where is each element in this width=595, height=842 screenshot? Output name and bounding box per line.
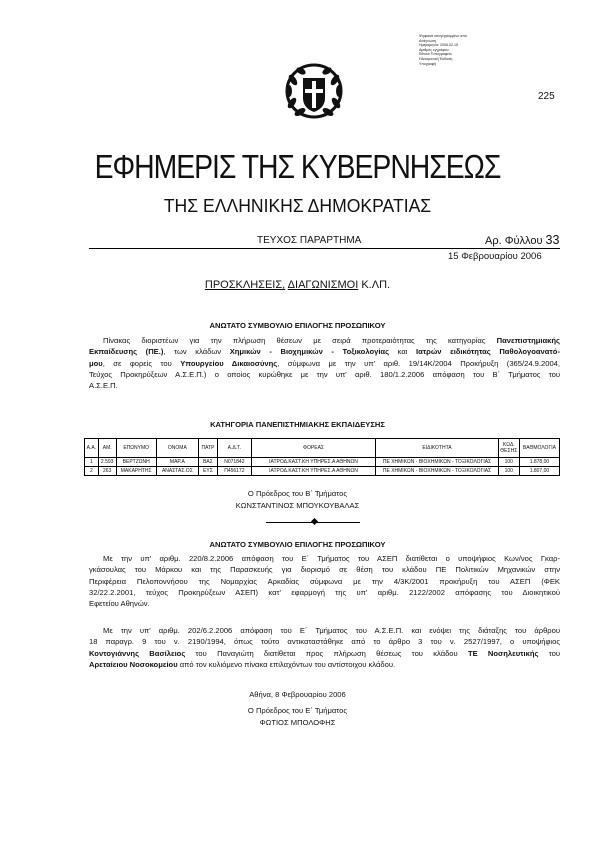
table-cell: Ν071842 <box>217 458 251 467</box>
sheet-number-label: Αρ. Φύλλου <box>485 235 543 247</box>
table-cell: 263 <box>98 467 116 476</box>
appointees-table <box>84 438 560 476</box>
table-cell: 1.878,00 <box>519 458 559 467</box>
paragraph-line: Εφετείου Αθηνών. <box>89 599 150 609</box>
journal-subtitle: ΤΗΣ ΕΛΛΗΝΙΚΗΣ ΔΗΜΟΚΡΑΤΙΑΣ <box>163 195 432 216</box>
page-number: 225 <box>538 91 555 102</box>
stamp-line: Υπογραφή <box>419 61 437 66</box>
paragraph-line: μου, σε φορείς του Υπουργείου Δικαιοσύνης, σύμφωνα με την υπ' αριθ. 19/14Κ/2004 Προκήρυξη (365/24.9.2004, <box>89 358 561 368</box>
section-title-part: ΔΙΑΓΩΝΙΣΜΟΙ <box>287 279 359 291</box>
table-header-cell: Α.Δ.Τ. <box>217 439 251 458</box>
table-cell: ΙΑΤΡΟΔ.ΚΑΣΤ.ΚΗ ΥΠΗΡΕΣ.Α ΑΘΗΝΩΝ <box>251 458 376 467</box>
table-header-cell: ΒΑΘΜΟΛΟΓΙΑ <box>519 439 559 458</box>
digital-signature-stamp <box>419 34 499 66</box>
stamp-line: Ανάγνωση <box>419 38 436 43</box>
stamp-line: Ημερομηνία: 2006.02.15 <box>419 43 459 48</box>
table-cell: 100 <box>498 458 519 467</box>
table-header-cell: ΕΠΩΝΥΜΟ <box>116 439 156 458</box>
category-heading: ΚΑΤΗΓΟΡΙΑ ΠΑΝΕΠΙΣΤΗΜΙΑΚΗΣ ΕΚΠΑΙΔΕΥΣΗΣ <box>210 420 385 429</box>
stamp-line: Αριθμός εγγράφου <box>419 47 449 52</box>
signatory-role: Ο Πρόεδρος του Β΄ Τμήματος <box>247 489 348 498</box>
table-cell: ΒΕΡΤΖΩΝΗ <box>116 458 156 467</box>
table-cell: 100 <box>498 467 519 476</box>
table-header-row <box>85 439 560 458</box>
notice-paragraph <box>89 553 560 609</box>
table-cell: 1 <box>85 458 99 467</box>
table-header-cell: ΦΟΡΕΑΣ <box>251 439 376 458</box>
signatory-role: Ο Πρόεδρος του Ε΄ Τμήματος <box>247 706 348 715</box>
paragraph-line: Α.Σ.Ε.Π. <box>89 381 118 391</box>
paragraph-line: 32/22.2.2001, τεύχος Προκηρύξεων ΑΣΕΠ) κατ' εφαρμογή της υπ' αριθμ. 2122/2002 απόφασης του Διοικητικού <box>89 587 560 597</box>
table-header-cell: ΕΙΔΙΚΟΤΗΤΑ <box>376 439 498 458</box>
table-cell: ΠΕ ΧΗΜΙΚΩΝ - ΒΙΟΧΗΜΙΚΩΝ - ΤΟΞΙΚΟΛΟΓΙΑΣ <box>376 467 498 476</box>
table-header-cell: ΟΝΟΜΑ <box>156 439 198 458</box>
table-cell: 2.593 <box>98 458 116 467</box>
table-header-cell: ΠΑΤΡ <box>198 439 217 458</box>
paragraph-line: Τεύχος Προκηρύξεων Α.Σ.Ε.Π.) ο οποίος κυρώθηκε με την υπ' αριθ. 180/1.2.2006 απόφαση του Β΄ Τμήματος του <box>89 369 560 379</box>
sheet-number-value: 33 <box>545 233 560 247</box>
notice-paragraph <box>89 335 560 391</box>
table-header-cell: ΚΩΔ. ΘΕΣΗΣ <box>498 439 519 458</box>
notice-heading: ΑΝΩΤΑΤΟ ΣΥΜΒΟΥΛΙΟ ΕΠΙΛΟΓΗΣ ΠΡΟΣΩΠΙΚΟΥ <box>209 540 386 549</box>
paragraph-line: Εκπαίδευσης (ΠΕ.), των κλάδων Χημικών - Βιοχημικών - Τοξικολογίας και Ιατρών ειδικότητας Παθολογοανατό- <box>89 347 560 357</box>
notice-heading: ΑΝΩΤΑΤΟ ΣΥΜΒΟΥΛΙΟ ΕΠΙΛΟΓΗΣ ΠΡΟΣΩΠΙΚΟΥ <box>209 321 386 330</box>
table-header-cell: ΑΜ. <box>98 439 116 458</box>
paragraph-line: Αρεταίειου Νοσοκομείου από τον κυλιόμενο πίνακα επιλαχόντων του αντίστοιχου κλάδου. <box>89 659 396 669</box>
section-title <box>0 279 595 291</box>
table-cell: ΠΕ ΧΗΜΙΚΩΝ - ΒΙΟΧΗΜΙΚΩΝ - ΤΟΞΙΚΟΛΟΓΙΑΣ <box>376 458 498 467</box>
divider-diamond-icon <box>311 518 318 525</box>
signatory-name: ΦΩΤΙΟΣ ΜΠΟΛΟΦΗΣ <box>259 718 336 727</box>
issue-date: 15 Φεβρουαρίου 2006 <box>448 251 542 262</box>
notice-paragraph <box>89 625 560 670</box>
table-cell: ΒΑΣ <box>198 458 217 467</box>
paragraph-line: Πίνακας διοριστέων για την πλήρωση θέσεων με σειρά προτεραιότητας της κατηγορίας Πανεπιστημιακής <box>103 336 560 345</box>
place-date: Αθήνα, 8 Φεβρουαρίου 2006 <box>249 690 346 699</box>
table-cell: 2 <box>85 467 99 476</box>
table-cell: ΑΝΑΣΤΑΣ.ΟΣ <box>156 467 198 476</box>
paragraph-line: Κοντογιάννης Βασίλειος του Παναγιώτη διατίθεται προς πλήρωση θέσεως του κλάδου ΤΕ Νοσηλευτικής του <box>89 648 560 658</box>
paragraph-line: Με την υπ' αριθμ. 220/8.2.2006 απόφαση του Ε΄ Τμήματος του ΑΣΕΠ διατίθεται ο υποψήφιος Κων/νος Γκαρ- <box>103 554 560 563</box>
stamp-line: Εθνικό Τυπογραφείο <box>419 52 452 57</box>
paragraph-line: Περιφέρεια Πελοποννήσου της Νομαρχίας Αρκαδίας σύμφωνα με την 4/3Κ/2001 προκήρυξη του ΑΣΕΠ (ΦΕΚ <box>89 576 560 586</box>
table-cell: ΜΑΚΑΡΗΤΗΣ <box>116 467 156 476</box>
signature-block <box>0 488 595 512</box>
issue-type: ΤΕΥΧΟΣ ΠΑΡΑΡΤΗΜΑ <box>257 235 362 246</box>
section-title-part: Κ.ΛΠ. <box>361 279 391 291</box>
table-row <box>85 467 560 476</box>
table-row <box>85 458 560 467</box>
table-cell: Π456172 <box>217 467 251 476</box>
table-cell: ΙΑΤΡΟΔ.ΚΑΣΤ.ΚΗ ΥΠΗΡΕΣ.Α ΑΘΗΝΩΝ <box>251 467 376 476</box>
section-title-part: ΠΡΟΣΚΛΗΣΕΙΣ, <box>204 279 286 291</box>
stamp-line: Ψηφιακά υπογεγραμμένο από <box>419 34 467 38</box>
table-cell: ΜΑΡ.Α <box>156 458 198 467</box>
signatory-name: ΚΩΝΣΤΑΝΤΙΝΟΣ ΜΠΟΥΚΟΥΒΑΛΑΣ <box>235 501 360 510</box>
paragraph-line: 18 παραγρ. 9 του ν. 2190/1994, όπως τούτο αντικαταστάθηκε από το άρθρο 3 του ν. 2527/1997, ο υποψήφιος <box>89 637 560 647</box>
header-rule <box>89 248 560 249</box>
greek-coat-of-arms-icon <box>284 60 344 120</box>
stamp-line: Ηλεκτρονική Έκδοση <box>419 56 453 61</box>
table-cell: 1.807,00 <box>519 467 559 476</box>
table-cell: ΕΥΣ <box>198 467 217 476</box>
closing-block <box>0 689 595 729</box>
table-header-cell: Α.Α. <box>85 439 99 458</box>
paragraph-line: Με την υπ' αριθμ. 202/6.2.2006 απόφαση του Ε΄ Τμήματος του Α.Σ.Ε.Π. και ενόψει της διάταξης του άρθρου <box>103 626 560 635</box>
sheet-number <box>485 233 559 247</box>
paragraph-line: γκάσουλας του Μάρκου και της Παρασκευής για διορισμό σε θέση του κλάδου ΠΕ Πολιτικών Μηχανικών στην <box>89 565 560 575</box>
journal-title: ΕΦΗΜΕΡΙΣ ΤΗΣ ΚΥΒΕΡΝΗΣΕΩΣ <box>94 148 501 185</box>
